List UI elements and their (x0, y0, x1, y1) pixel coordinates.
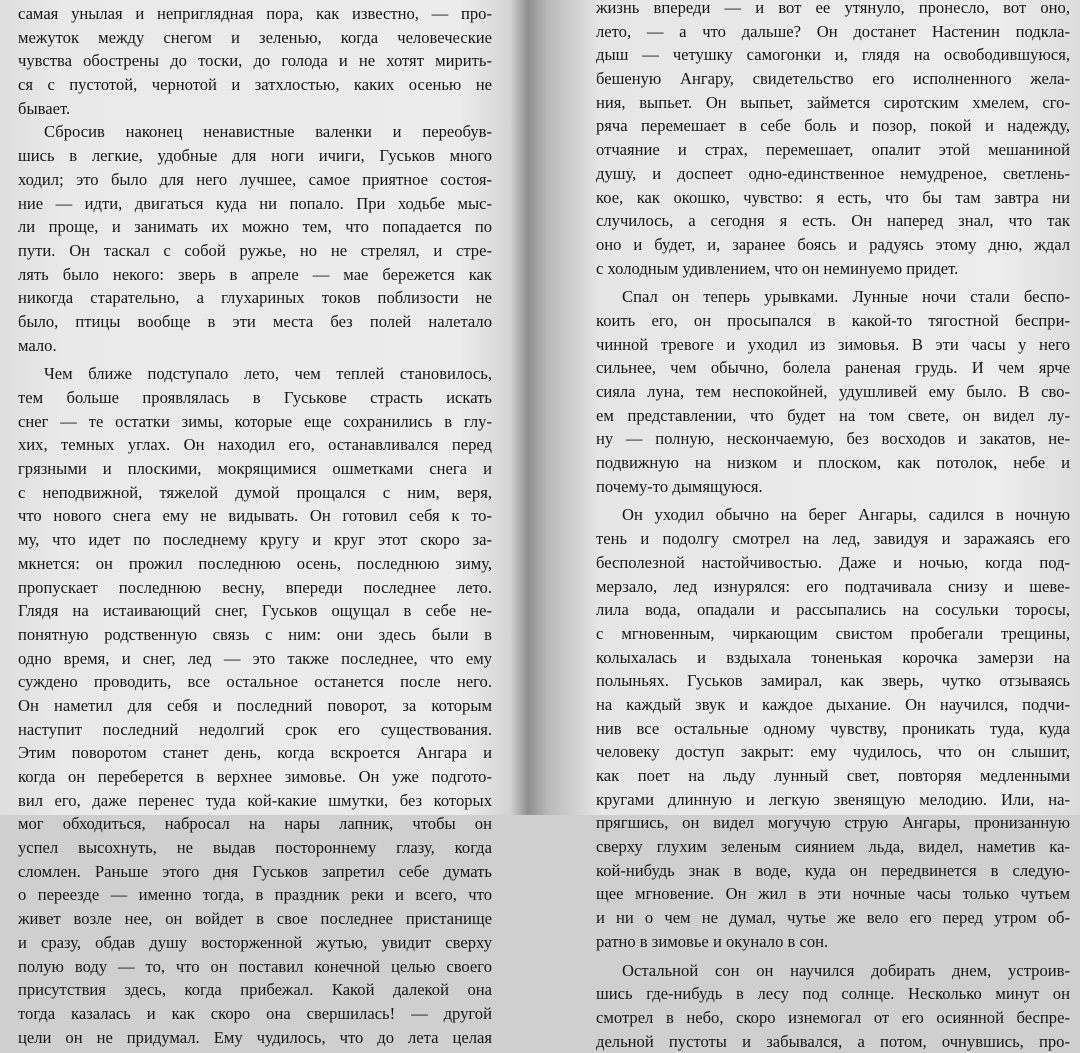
text-line: пути. Он таскал с собой ружье, но не стрелял, и стре- (18, 240, 492, 260)
text-line: цели он не придумал. Ему чудилось, что до лета целая (18, 1027, 492, 1047)
text-line: ем представлении, что будет на том свете, он видел лу- (596, 405, 1070, 425)
text-line: подвижную на низком и плоском, как потолок, небе и (596, 453, 1070, 473)
text-line: ну — полную, нескончаемую, без восходов и закатов, не- (596, 429, 1070, 449)
text-line: случилось, а сегодня я есть. Он наперед знал, что так (596, 211, 1070, 231)
text-line: о переезде — именно тогда, в праздник реки и всего, что (18, 885, 492, 905)
text-line: одно время, и снег, лед — это также последнее, что ему (18, 648, 492, 668)
text-line: почему-то дымящуюся. (596, 476, 763, 496)
text-line: было, птицы вообще в эти места без полей налетало (18, 311, 492, 331)
text-line: кое, как окошко, чувство: я есть, что бы там завтра ни (596, 187, 1070, 207)
text-line: с мгновенным, чиркающим свистом пробегали трещины, (596, 623, 1070, 643)
text-line: сверху глухим зеленым сиянием льда, видел, наметив ка- (596, 837, 1070, 857)
text-line: живет возле нее, он войдет в свое последнее пристанище (18, 909, 492, 929)
text-line: кой-нибудь знак в воде, куда он передвинется в следую- (596, 860, 1070, 880)
text-line: полыньях. Гуськов замирал, как зверь, чутко отзываясь (596, 671, 1070, 691)
text-line: Остальной сон он научился добирать днем, устроив- (622, 960, 1070, 980)
text-line: душу, и доспеет одно-единственное немудреное, светлень- (596, 163, 1070, 183)
text-line: наступит последний недолгий срок его существования. (18, 719, 492, 739)
text-line: лять было некого: зверь в апреле — мае бережется как (18, 264, 492, 284)
text-line: мог обходиться, набросал на нары лапник, чтобы он (18, 814, 492, 834)
text-line: кругами длинную и легкую звенящую мелодию. Или, на- (596, 789, 1070, 809)
text-line: успел высохнуть, не выдав постороннему глазу, когда (18, 838, 492, 858)
text-line: щее мгновение. Он жил в эти ночные часы только чутьем (596, 884, 1070, 904)
text-line: тень и подолгу смотрел на лед, завидуя и заражаясь его (596, 529, 1070, 549)
left-page (0, 0, 520, 1047)
text-line: человеку доступ закрыт: ему чудилось, что он слышит, (596, 742, 1070, 762)
text-line: отчаяние и страх, перемешает, опалит этой мешаниной (596, 140, 1070, 160)
text-line: присутствия здесь, когда прибежал. Какой далекой она (18, 980, 492, 1000)
text-line: лето, — а что дальше? Он достанет Настенин подкла- (596, 21, 1070, 41)
text-line: мкнется: он прожил последнюю осень, последнюю зиму, (18, 553, 492, 573)
text-line: ся с пустотой, чернотой и затхлостью, каких осенью не (18, 75, 492, 95)
text-line: межуток между снегом и зеленью, когда человеческие (18, 27, 492, 47)
text-line: бешеную Ангару, свидетельство его исполненного жела- (596, 69, 1070, 89)
text-line: мерзало, лед изнурялся: его подтачивала снизу и шеве- (596, 576, 1070, 596)
text-line: никогда старательно, а глухариных токов поблизости не (18, 288, 492, 308)
text-line: Глядя на истаивающий снег, Гуськов ощущал в себе не- (18, 601, 492, 621)
text-line: шись где-нибудь в лесу под солнце. Несколько минут он (596, 984, 1070, 1004)
text-line: дельной пустоты и забывался, а потом, очнувшись, про- (596, 1031, 1070, 1051)
text-line: хих, темных углах. Он находил его, останавливался перед (18, 435, 492, 455)
right-page (546, 0, 1080, 1051)
text-line: колыхалась и вздыхала тоненькая корочка замерзи на (596, 647, 1070, 667)
text-line: шись в легкие, удобные для ноги ичиги, Гуськов много (18, 146, 492, 166)
text-line: коить его, он просыпался в какой-то тягостной беспри- (596, 310, 1070, 330)
text-line: что нового снега ему не видывать. Он готовил себя к то- (18, 506, 492, 526)
text-line: с холодным удивлением, что он неминуемо придет. (596, 258, 959, 278)
text-line: понятную родственную связь с ним: они здесь были в (18, 624, 492, 644)
text-line: жизнь впереди — и вот ее утянуло, пронесло, вот оно, (596, 0, 1070, 17)
text-line: полую воду — то, что он поставил конечной целью своего (18, 956, 492, 976)
text-line: Этим поворотом станет день, когда вскроется Ангара и (18, 743, 492, 763)
text-line: Сбросив наконец ненавистные валенки и переобув- (44, 122, 492, 142)
text-line: смотрел в небо, скоро изнемогал от его осиянной беспре- (596, 1007, 1070, 1027)
text-line: самая унылая и неприглядная пора, как известно, — про- (18, 4, 492, 23)
text-line: ряча перемешает в себе боль и позор, покой и надежду, (596, 116, 1070, 136)
text-line: и ни о чем не думал, чутье же вело его перед утром об- (596, 908, 1070, 928)
text-line: бесполезной настойчивостью. Даже и ночью, когда под- (596, 552, 1070, 572)
text-line: снег — те остатки зимы, которые еще сохранились в глу- (18, 411, 492, 431)
text-line: когда он переберется в верхнее зимовье. Он уже подгото- (18, 767, 492, 786)
right-page-text (596, 0, 1070, 1053)
text-line: грязными и плоскими, мокрящимися ошметками снега и (18, 459, 492, 479)
text-line: дыш — четушку самогонки и, глядя на освободившуюся, (596, 45, 1070, 65)
text-line: оно и будет, и, заранее боясь и радуясь этому дню, ждал (596, 234, 1070, 254)
text-line: пропускает последнюю весну, впереди последнее лето. (18, 577, 492, 597)
left-page-text (18, 2, 492, 1049)
text-line: сломлен. Раньше этого дня Гуськов запретил себе думать (18, 861, 492, 881)
text-line: Спал он теперь урывками. Лунные ночи стали беспо- (622, 287, 1070, 307)
text-line: прягшись, он видел могучую струю Ангары, пронизанную (596, 813, 1070, 833)
text-line: Чем ближе подступало лето, чем теплей становилось, (44, 364, 492, 384)
text-line: сияла луна, тем неспокойней, удушливей ему было. В сво- (596, 382, 1070, 401)
text-line: ходил; это было для него лучшее, самое приятное состоя- (18, 169, 492, 189)
text-line: тогда казалась и как скоро она свершилась! — другой (18, 1003, 492, 1023)
text-line: Он наметил для себя и последний поворот, за которым (18, 695, 492, 715)
text-line: бывает. (18, 98, 71, 118)
text-line: мало. (18, 335, 57, 355)
text-line: нив все остальные одному чувству, проникать туда, куда (596, 718, 1070, 738)
text-line: му, что идет по последнему кругу и круг этот скоро за- (18, 530, 492, 550)
text-line: сильнее, чем обычно, болела раненая грудь. И чем ярче (596, 358, 1070, 378)
text-line: ли проще, и занимать их можно тем, что попадается по (18, 217, 492, 237)
text-line: с неподвижной, тяжелой думой прощался с ним, веря, (18, 482, 492, 502)
text-line: лила вода, опадали и рассыпались на сосульки торосы, (596, 600, 1070, 620)
text-line: вил его, даже перенес туда кой-какие шмутки, без которых (18, 790, 492, 810)
text-line: чувства обострены до тоски, до голода и не хотят мирить- (18, 51, 492, 71)
text-line: на каждый звук и каждое дыхание. Он научился, подчи- (596, 694, 1070, 714)
text-line: как поет на льду лунный свет, повторяя медленными (596, 766, 1070, 785)
text-line: ратно в зимовье и окунало в сон. (596, 931, 829, 951)
text-line: и сразу, обдав душу восторженной жутью, увидит сверху (18, 932, 492, 952)
text-line: ние — идти, двигаться куда ни попало. При ходьбе мыс- (18, 193, 492, 213)
text-line: ния, выпьет. Он выпьет, займется сиротским хмелем, сго- (596, 92, 1070, 112)
text-line: тем больше проявлялась в Гуськове страсть искать (18, 388, 492, 407)
text-line: Он уходил обычно на берег Ангары, садился в ночную (622, 505, 1070, 525)
text-line: чинной тревоге и уходил из зимовья. В эти часы у него (596, 334, 1070, 354)
text-line: суждено проводить, все остальное останется после него. (18, 672, 492, 692)
